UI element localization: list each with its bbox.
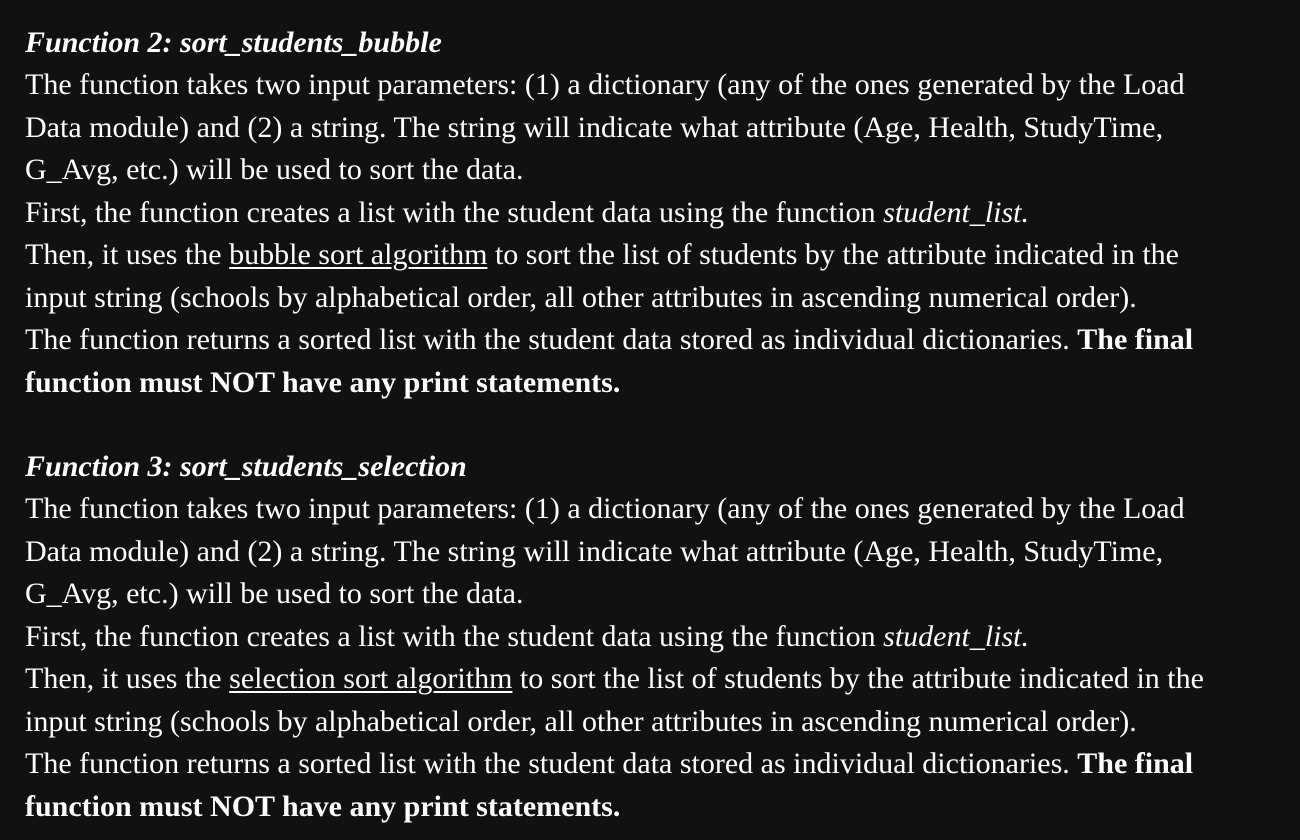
function-2-description	[25, 64, 1275, 404]
function-2-section	[25, 22, 1275, 404]
function-2-first-step	[25, 192, 1275, 235]
function-3-desc-line-1: The function takes two input parameters: (1) a dictionary (any of the ones generated by the Load	[25, 492, 1185, 525]
function-2-warning-part-2: function must NOT have any print statements.	[25, 365, 621, 399]
selection-sort-algorithm-link[interactable]: selection sort algorithm	[229, 662, 513, 695]
function-2-desc-line-3: G_Avg, etc.) will be used to sort the data.	[25, 153, 524, 186]
function-3-heading: Function 3: sort_students_selection	[25, 450, 467, 483]
function-3-returns-line	[25, 743, 1275, 786]
function-2-then-text: Then, it uses the	[25, 238, 230, 271]
function-3-warning-part-2: function must NOT have any print statements.	[25, 789, 621, 823]
function-2-student-list-ref: student_list.	[883, 195, 1029, 229]
function-3-desc-line-2: Data module) and (2) a string. The string will indicate what attribute (Age, Health, StudyTime,	[25, 534, 1164, 568]
function-3-then-rest: to sort the list of students by the attribute indicated in the	[512, 662, 1204, 695]
function-3-first-step	[25, 616, 1275, 659]
function-2-returns-line	[25, 319, 1275, 362]
function-3-returns-text: The function returns a sorted list with the student data stored as individual dictionaries.	[25, 747, 1078, 780]
function-2-input-string-line: input string (schools by alphabetical order, all other attributes in ascending numerical order).	[25, 280, 1137, 314]
function-2-desc-line-2: Data module) and (2) a string. The string will indicate what attribute (Age, Health, StudyTime,	[25, 110, 1164, 144]
function-3-input-string-line: input string (schools by alphabetical order, all other attributes in ascending numerical order).	[25, 704, 1137, 738]
function-3-then-step	[25, 658, 1275, 701]
function-2-first-text: First, the function creates a list with the student data using the function	[25, 195, 884, 229]
function-2-then-rest: to sort the list of students by the attribute indicated in the	[487, 238, 1179, 271]
function-2-warning-part-1: The final	[1077, 323, 1194, 356]
function-3-first-text: First, the function creates a list with the student data using the function	[25, 619, 884, 653]
function-2-heading: Function 2: sort_students_bubble	[25, 26, 442, 59]
function-3-warning-part-1: The final	[1077, 747, 1194, 780]
function-2-then-step	[25, 234, 1275, 277]
bubble-sort-algorithm-link[interactable]: bubble sort algorithm	[229, 238, 488, 271]
function-3-section	[25, 446, 1275, 828]
function-3-student-list-ref: student_list.	[883, 619, 1029, 653]
function-2-returns-text: The function returns a sorted list with the student data stored as individual dictionaries.	[25, 323, 1078, 356]
function-3-then-text: Then, it uses the	[25, 662, 230, 695]
function-2-desc-line-1: The function takes two input parameters: (1) a dictionary (any of the ones generated by the Load	[25, 68, 1185, 101]
function-3-description	[25, 488, 1275, 828]
function-3-desc-line-3: G_Avg, etc.) will be used to sort the data.	[25, 577, 524, 610]
